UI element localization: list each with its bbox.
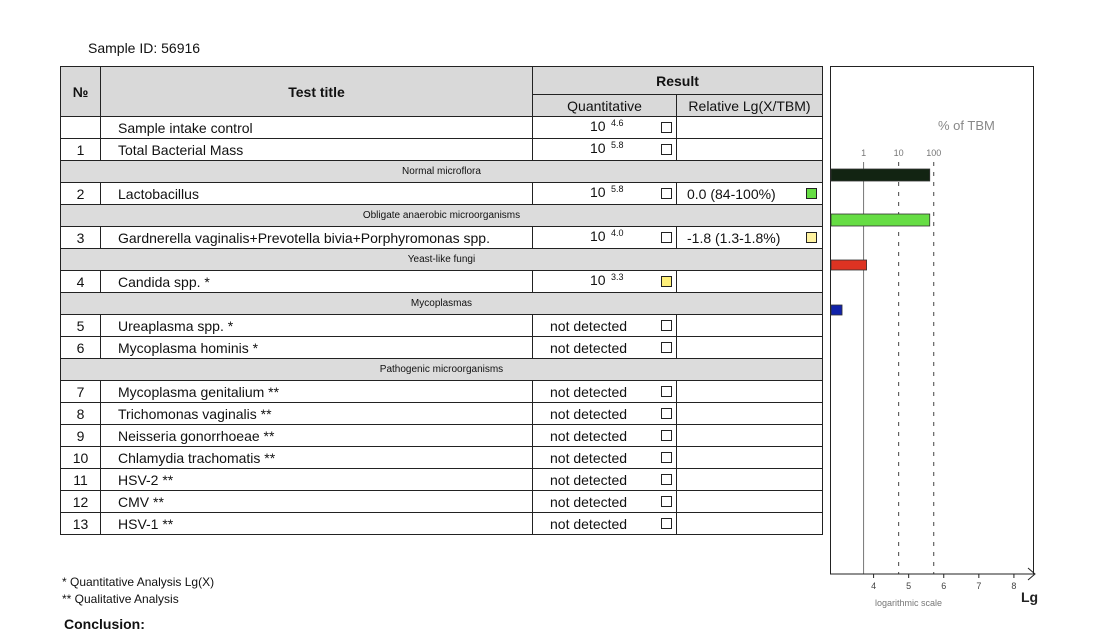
table-row (61, 337, 823, 359)
table-row (61, 513, 823, 535)
chart-title: % of TBM (938, 118, 995, 133)
chart-x-tick-label: 6 (941, 581, 947, 591)
header-test-title: Test title (101, 67, 533, 117)
relative-cell (677, 491, 823, 513)
status-text: not detected (550, 450, 628, 466)
quantitative-cell (533, 513, 677, 535)
section-title: Obligate anaerobic microorganisms (61, 205, 823, 227)
test-title: CMV ** (101, 491, 533, 513)
table-row (61, 117, 823, 139)
row-number: 6 (61, 337, 101, 359)
status-text: not detected (550, 318, 628, 334)
section-row (61, 293, 823, 315)
quantitative-cell (533, 183, 677, 205)
quantitative-base: 10 (590, 272, 606, 288)
chart-top-tick-label: 1 (861, 148, 867, 158)
relative-cell (677, 381, 823, 403)
quantitative-cell (533, 117, 677, 139)
section-row (61, 161, 823, 183)
relative-cell (677, 315, 823, 337)
relative-value: -1.8 (1.3-1.8%) (687, 230, 781, 246)
status-text: not detected (550, 340, 628, 356)
table-row (61, 381, 823, 403)
row-number: 11 (61, 469, 101, 491)
row-number: 5 (61, 315, 101, 337)
quantitative-cell (533, 337, 677, 359)
chart-bar (831, 169, 930, 181)
section-title: Pathogenic microorganisms (61, 359, 823, 381)
test-title: Neisseria gonorrhoeae ** (101, 425, 533, 447)
table-row (61, 227, 823, 249)
status-checkbox (661, 122, 672, 133)
status-checkbox (661, 320, 672, 331)
section-row (61, 359, 823, 381)
status-checkbox (661, 276, 672, 287)
test-title: Total Bacterial Mass (101, 139, 533, 161)
test-title: Trichomonas vaginalis ** (101, 403, 533, 425)
quantitative-exponent: 5.8 (611, 184, 624, 194)
status-checkbox (661, 386, 672, 397)
relative-cell (677, 425, 823, 447)
relative-cell (677, 183, 823, 205)
status-checkbox (661, 496, 672, 507)
quantitative-cell (533, 403, 677, 425)
row-number: 10 (61, 447, 101, 469)
chart-bar (831, 260, 867, 270)
quantitative-base: 10 (590, 118, 606, 134)
quantitative-base: 10 (590, 184, 606, 200)
status-text: not detected (550, 494, 628, 510)
quantitative-exponent: 4.6 (611, 118, 624, 128)
chart-axis (830, 568, 1035, 591)
row-number: 8 (61, 403, 101, 425)
test-title: Gardnerella vaginalis+Prevotella bivia+Porphyromonas spp. (101, 227, 533, 249)
relative-value: 0.0 (84-100%) (687, 186, 776, 202)
quantitative-cell (533, 425, 677, 447)
test-title: Ureaplasma spp. * (101, 315, 533, 337)
status-checkbox (661, 408, 672, 419)
test-title: HSV-2 ** (101, 469, 533, 491)
table-row (61, 183, 823, 205)
quantitative-base: 10 (590, 140, 606, 156)
status-text: not detected (550, 428, 628, 444)
chart-bars (831, 169, 930, 315)
table-row (61, 139, 823, 161)
chart-axis-unit: Lg (1021, 589, 1039, 605)
status-checkbox (661, 452, 672, 463)
row-number: 1 (61, 139, 101, 161)
conclusion-label: Conclusion: (64, 616, 145, 632)
test-title: Lactobacillus (101, 183, 533, 205)
section-title: Yeast-like fungi (61, 249, 823, 271)
row-number (61, 117, 101, 139)
header-num: № (61, 67, 101, 117)
section-title: Mycoplasmas (61, 293, 823, 315)
status-checkbox (661, 474, 672, 485)
status-text: not detected (550, 406, 628, 422)
relative-cell (677, 227, 823, 249)
note-quantitative: * Quantitative Analysis Lg(X) (62, 575, 215, 589)
test-title: HSV-1 ** (101, 513, 533, 535)
chart-x-tick-label: 4 (871, 581, 877, 591)
status-checkbox (661, 144, 672, 155)
table-row (61, 447, 823, 469)
test-title: Mycoplasma hominis * (101, 337, 533, 359)
status-checkbox (661, 188, 672, 199)
results-body (61, 117, 823, 535)
table-row (61, 315, 823, 337)
test-title: Candida spp. * (101, 271, 533, 293)
table-row (61, 403, 823, 425)
status-checkbox (661, 342, 672, 353)
header-result: Result (533, 67, 823, 95)
row-number: 7 (61, 381, 101, 403)
test-title: Sample intake control (101, 117, 533, 139)
chart-bar (831, 214, 930, 226)
table-row (61, 271, 823, 293)
test-title: Mycoplasma genitalium ** (101, 381, 533, 403)
results-table (60, 66, 823, 535)
status-checkbox (661, 518, 672, 529)
relative-cell (677, 403, 823, 425)
quantitative-exponent: 4.0 (611, 228, 624, 238)
status-checkbox (661, 232, 672, 243)
status-checkbox (661, 430, 672, 441)
chart-top-ticks (861, 148, 941, 158)
relative-cell (677, 271, 823, 293)
row-number: 13 (61, 513, 101, 535)
table-row (61, 491, 823, 513)
relative-cell (677, 469, 823, 491)
row-number: 4 (61, 271, 101, 293)
relative-indicator (806, 188, 817, 199)
quantitative-cell (533, 469, 677, 491)
status-text: not detected (550, 472, 628, 488)
status-text: not detected (550, 516, 628, 532)
chart-x-tick-label: 7 (976, 581, 982, 591)
quantitative-base: 10 (590, 228, 606, 244)
test-title: Chlamydia trachomatis ** (101, 447, 533, 469)
relative-cell (677, 513, 823, 535)
header-quantitative: Quantitative (533, 95, 677, 117)
section-row (61, 205, 823, 227)
quantitative-exponent: 5.8 (611, 140, 624, 150)
section-title: Normal microflora (61, 161, 823, 183)
relative-cell (677, 139, 823, 161)
row-number: 9 (61, 425, 101, 447)
chart-top-tick-label: 100 (926, 148, 942, 158)
table-row (61, 469, 823, 491)
relative-cell (677, 447, 823, 469)
sample-id: Sample ID: 56916 (88, 40, 201, 56)
chart-bar (831, 305, 842, 315)
quantitative-cell (533, 271, 677, 293)
chart-top-tick-label: 10 (893, 148, 904, 158)
quantitative-cell (533, 381, 677, 403)
quantitative-cell (533, 447, 677, 469)
chart-x-tick-label: 8 (1011, 581, 1017, 591)
header-relative: Relative Lg(X/TBM) (677, 95, 823, 117)
relative-cell (677, 117, 823, 139)
row-number: 2 (61, 183, 101, 205)
section-row (61, 249, 823, 271)
relative-indicator (806, 232, 817, 243)
row-number: 3 (61, 227, 101, 249)
chart-xlabel: logarithmic scale (875, 598, 943, 608)
chart-x-tick-label: 5 (906, 581, 912, 591)
quantitative-cell (533, 139, 677, 161)
quantitative-cell (533, 315, 677, 337)
quantitative-cell (533, 491, 677, 513)
table-row (61, 425, 823, 447)
relative-cell (677, 337, 823, 359)
status-text: not detected (550, 384, 628, 400)
row-number: 12 (61, 491, 101, 513)
note-qualitative: ** Qualitative Analysis (62, 592, 179, 606)
quantitative-exponent: 3.3 (611, 272, 624, 282)
tbm-chart (828, 66, 1058, 611)
quantitative-cell (533, 227, 677, 249)
